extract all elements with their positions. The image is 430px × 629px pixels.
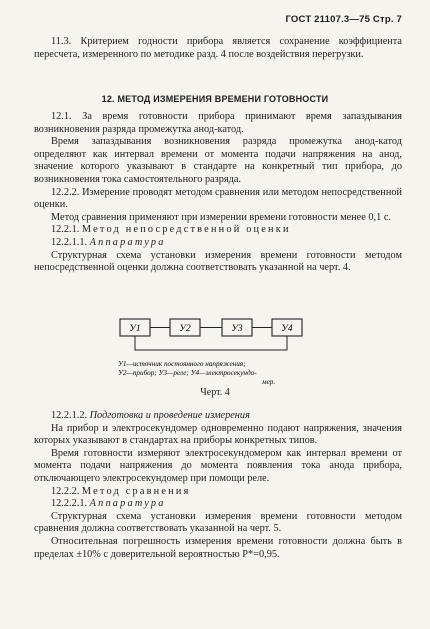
block-u3-label: У3: [231, 324, 243, 334]
paragraph-error: Относительная погрешность измерения времени готовности должна быть в пределах ±10% с доверительной вероятностью P*=0,95.: [34, 535, 402, 560]
block-u2-label: У2: [179, 324, 191, 334]
heading-12-2-2-1-title: Аппаратура: [89, 498, 166, 510]
diagram-legend-line-2: У2—прибор; У3—реле; У4—электросекундо-: [118, 369, 257, 377]
figure-caption: Черт. 4: [200, 387, 230, 398]
heading-12-2-2: [34, 486, 402, 499]
page-header: ГОСТ 21107.3—75 Стр. 7: [285, 14, 402, 25]
heading-12-2-2-number: 12.2.2.: [51, 485, 80, 497]
heading-12-2-1: [34, 224, 402, 237]
heading-12-2-1-1-title: Аппаратура: [89, 236, 166, 248]
heading-12-2-1-number: 12.2.1.: [51, 224, 80, 236]
text-block-bottom: [34, 410, 402, 561]
heading-12-2-1-1: [34, 237, 402, 250]
heading-12-2-1-2-number: 12.2.1.2.: [51, 410, 88, 421]
heading-12-2-1-2-title: Подготовка и проведение измерения: [89, 410, 250, 421]
heading-12-2-1-2: [34, 410, 402, 423]
paragraph-scheme-2: Структурная схема установки измерения времени готовности методом сравнения должна соответствовать указанной на черт. 5.: [34, 510, 402, 535]
paragraph-12-2: 12.2.2. Измерение проводят методом сравнения или методом непосредственной оценки.: [34, 186, 402, 211]
return-line: [135, 336, 287, 350]
block-u4-label: У4: [281, 324, 293, 334]
heading-12-2-2-title: Метод сравнения: [81, 485, 191, 497]
diagram-legend-line-1: У1—источник постоянного напряжения;: [118, 360, 246, 368]
heading-12-2-2-1: [34, 498, 402, 511]
paragraph-11-3: 11.3. Критерием годности прибора является сохранение коэффициента пересчета, измеренного по методике разд. 4 после воздействия перегрузки.: [34, 36, 402, 60]
text-block-top: [34, 36, 402, 61]
paragraph-scheme-1: Структурная схема установки измерения времени готовности методом непосредственной оценки должна соответствовать указанной на черт. 4.: [34, 249, 402, 274]
text-block-section-12: [34, 111, 402, 275]
paragraph-12-1: 12.1. За время готовности прибора принимают время запаздывания возникновения разряда промежутка анод-катод.: [34, 111, 402, 135]
block-u1-label: У1: [129, 324, 141, 334]
block-diagram: [0, 306, 430, 416]
paragraph-measure: Время готовности измеряют электросекундомером как интервал времени от момента подачи напряжения до момента появления тока анода прибора, отключающего электросекундомер при помощи реле.: [34, 447, 402, 484]
heading-12-2-1-1-number: 12.2.1.1.: [51, 236, 88, 248]
paragraph-delay: Время запаздывания возникновения разряда промежутка анод-катод определяют как интервал времени от момента подачи напряжения на анод, значение которого указывают в стандарте на конкретный тип прибора, до возникновения тока самостоятельного разряда.: [34, 136, 402, 185]
section-12-title: 12. МЕТОД ИЗМЕРЕНИЯ ВРЕМЕНИ ГОТОВНОСТИ: [101, 94, 329, 104]
paragraph-prep: На прибор и электросекундомер одновременно подают напряжения, значения которых указывают в стандартах на приборы конкретных типов.: [34, 422, 402, 447]
paragraph-compare-method: Метод сравнения применяют при измерении времени готовности менее 0,1 с.: [51, 211, 391, 223]
heading-12-2-2-1-number: 12.2.2.1.: [51, 498, 88, 510]
heading-12-2-1-title: Метод непосредственной оценки: [81, 224, 291, 236]
diagram-legend-line-3: мер.: [262, 378, 276, 386]
